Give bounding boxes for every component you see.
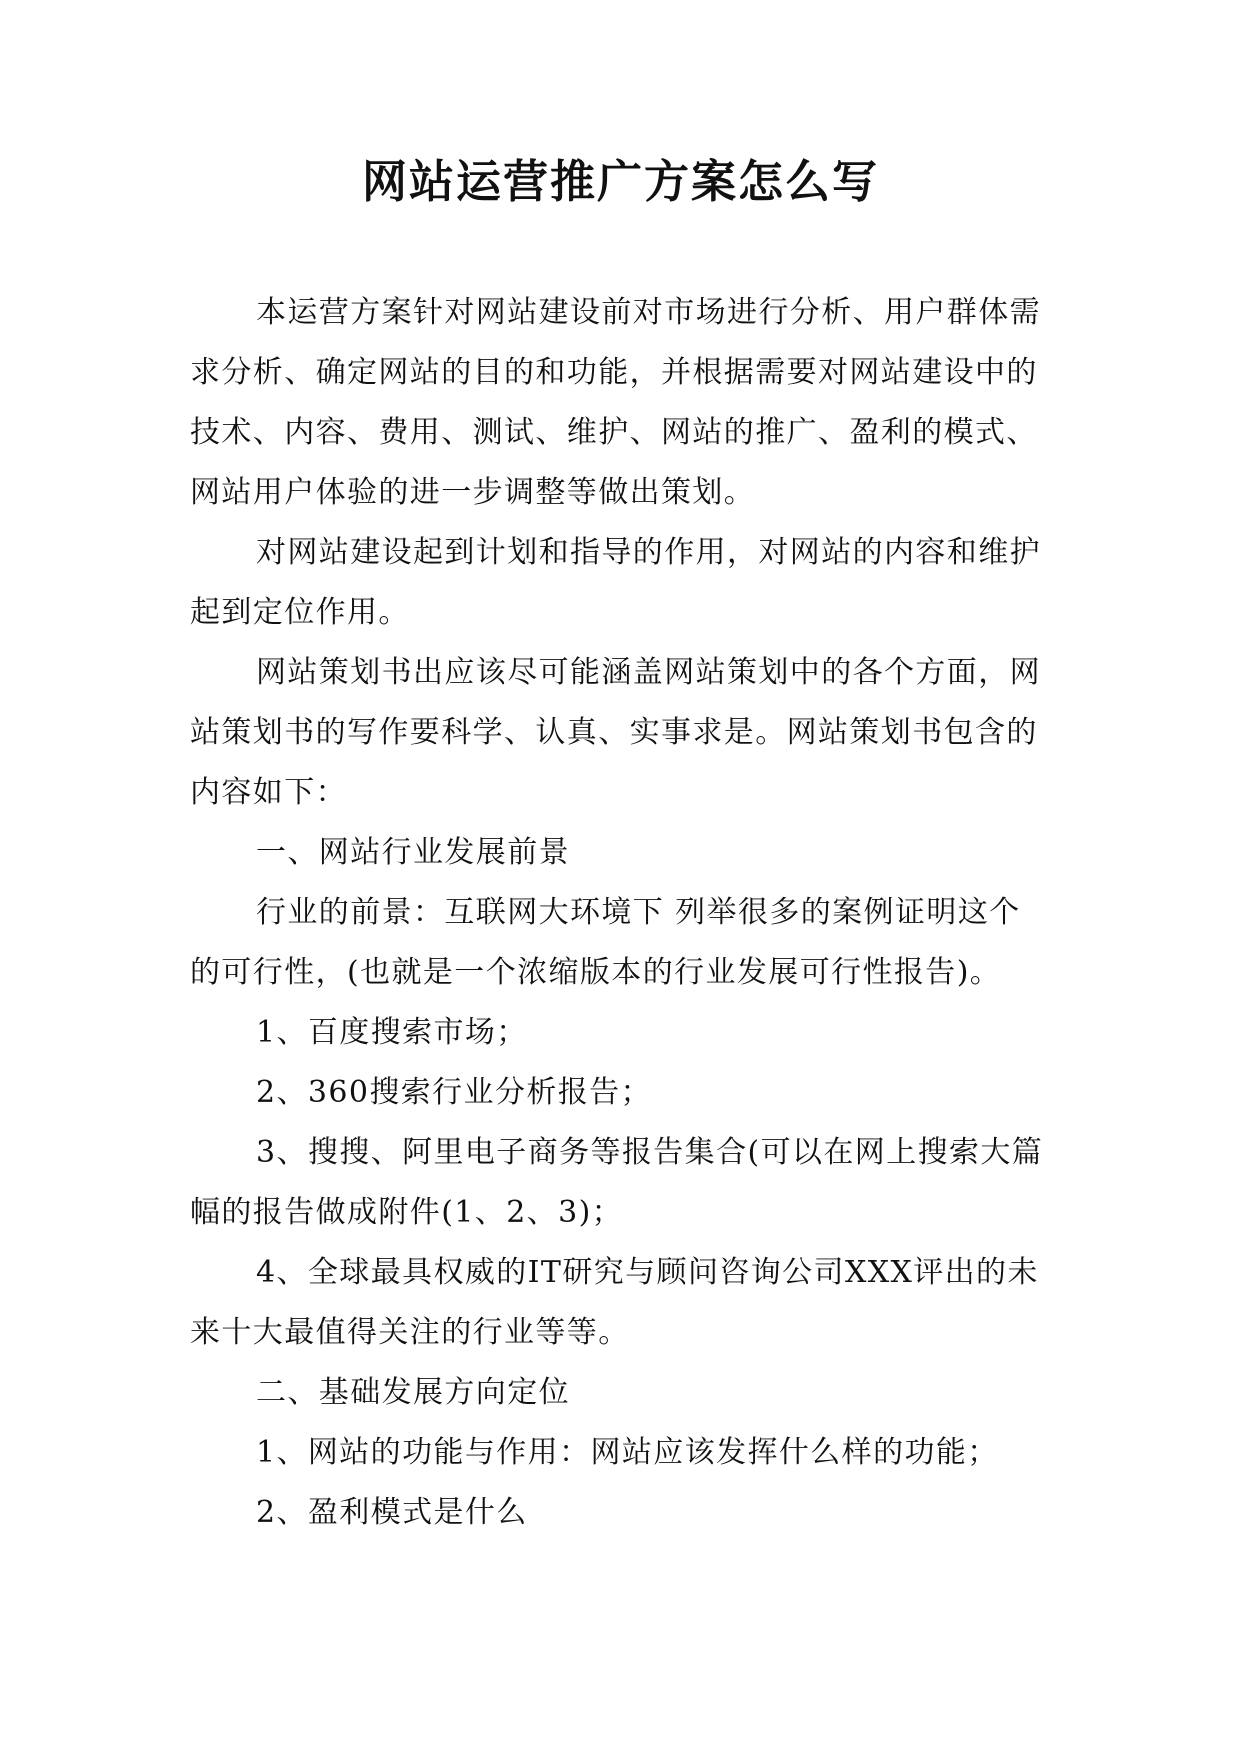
paragraph-prospect: 行业的前景：互联网大环境下 列举很多的案例证明这个的可行性，(也就是一个浓缩版本的行业发展可行性报告)。 [190,895,1021,990]
section-heading-1: 一、网站行业发展前景 [256,835,570,870]
paragraph-contents: 网站策划书出应该尽可能涵盖网站策划中的各个方面，网站策划书的写作要科学、认真、实事求是。网站策划书包含的内容如下： [190,655,1041,810]
paragraph-intro: 本运营方案针对网站建设前对市场进行分析、用户群体需求分析、确定网站的目的和功能，并根据需要对网站建设中的技术、内容、费用、测试、维护、网站的推广、盈利的模式、网站用户体验的进一步调整等做出策划。 [190,295,1041,510]
list-item: 1、网站的功能与作用：网站应该发挥什么样的功能； [256,1435,999,1470]
list-item: 4、全球最具权威的IT研究与顾问咨询公司XXX评出的未来十大最值得关注的行业等等。 [190,1255,1039,1350]
list-item: 2、盈利模式是什么 [256,1495,528,1530]
list-item: 3、搜搜、阿里电子商务等报告集合(可以在网上搜索大篇幅的报告做成附件(1、2、3)； [190,1135,1044,1230]
document-body [190,283,1050,1543]
document-title: 网站运营推广方案怎么写 [361,155,879,208]
paragraph-purpose: 对网站建设起到计划和指导的作用，对网站的内容和维护起到定位作用。 [190,535,1041,630]
list-item: 1、百度搜索市场； [256,1015,528,1050]
list-item: 2、360搜索行业分析报告； [256,1075,652,1110]
section-heading-2: 二、基础发展方向定位 [256,1375,570,1410]
